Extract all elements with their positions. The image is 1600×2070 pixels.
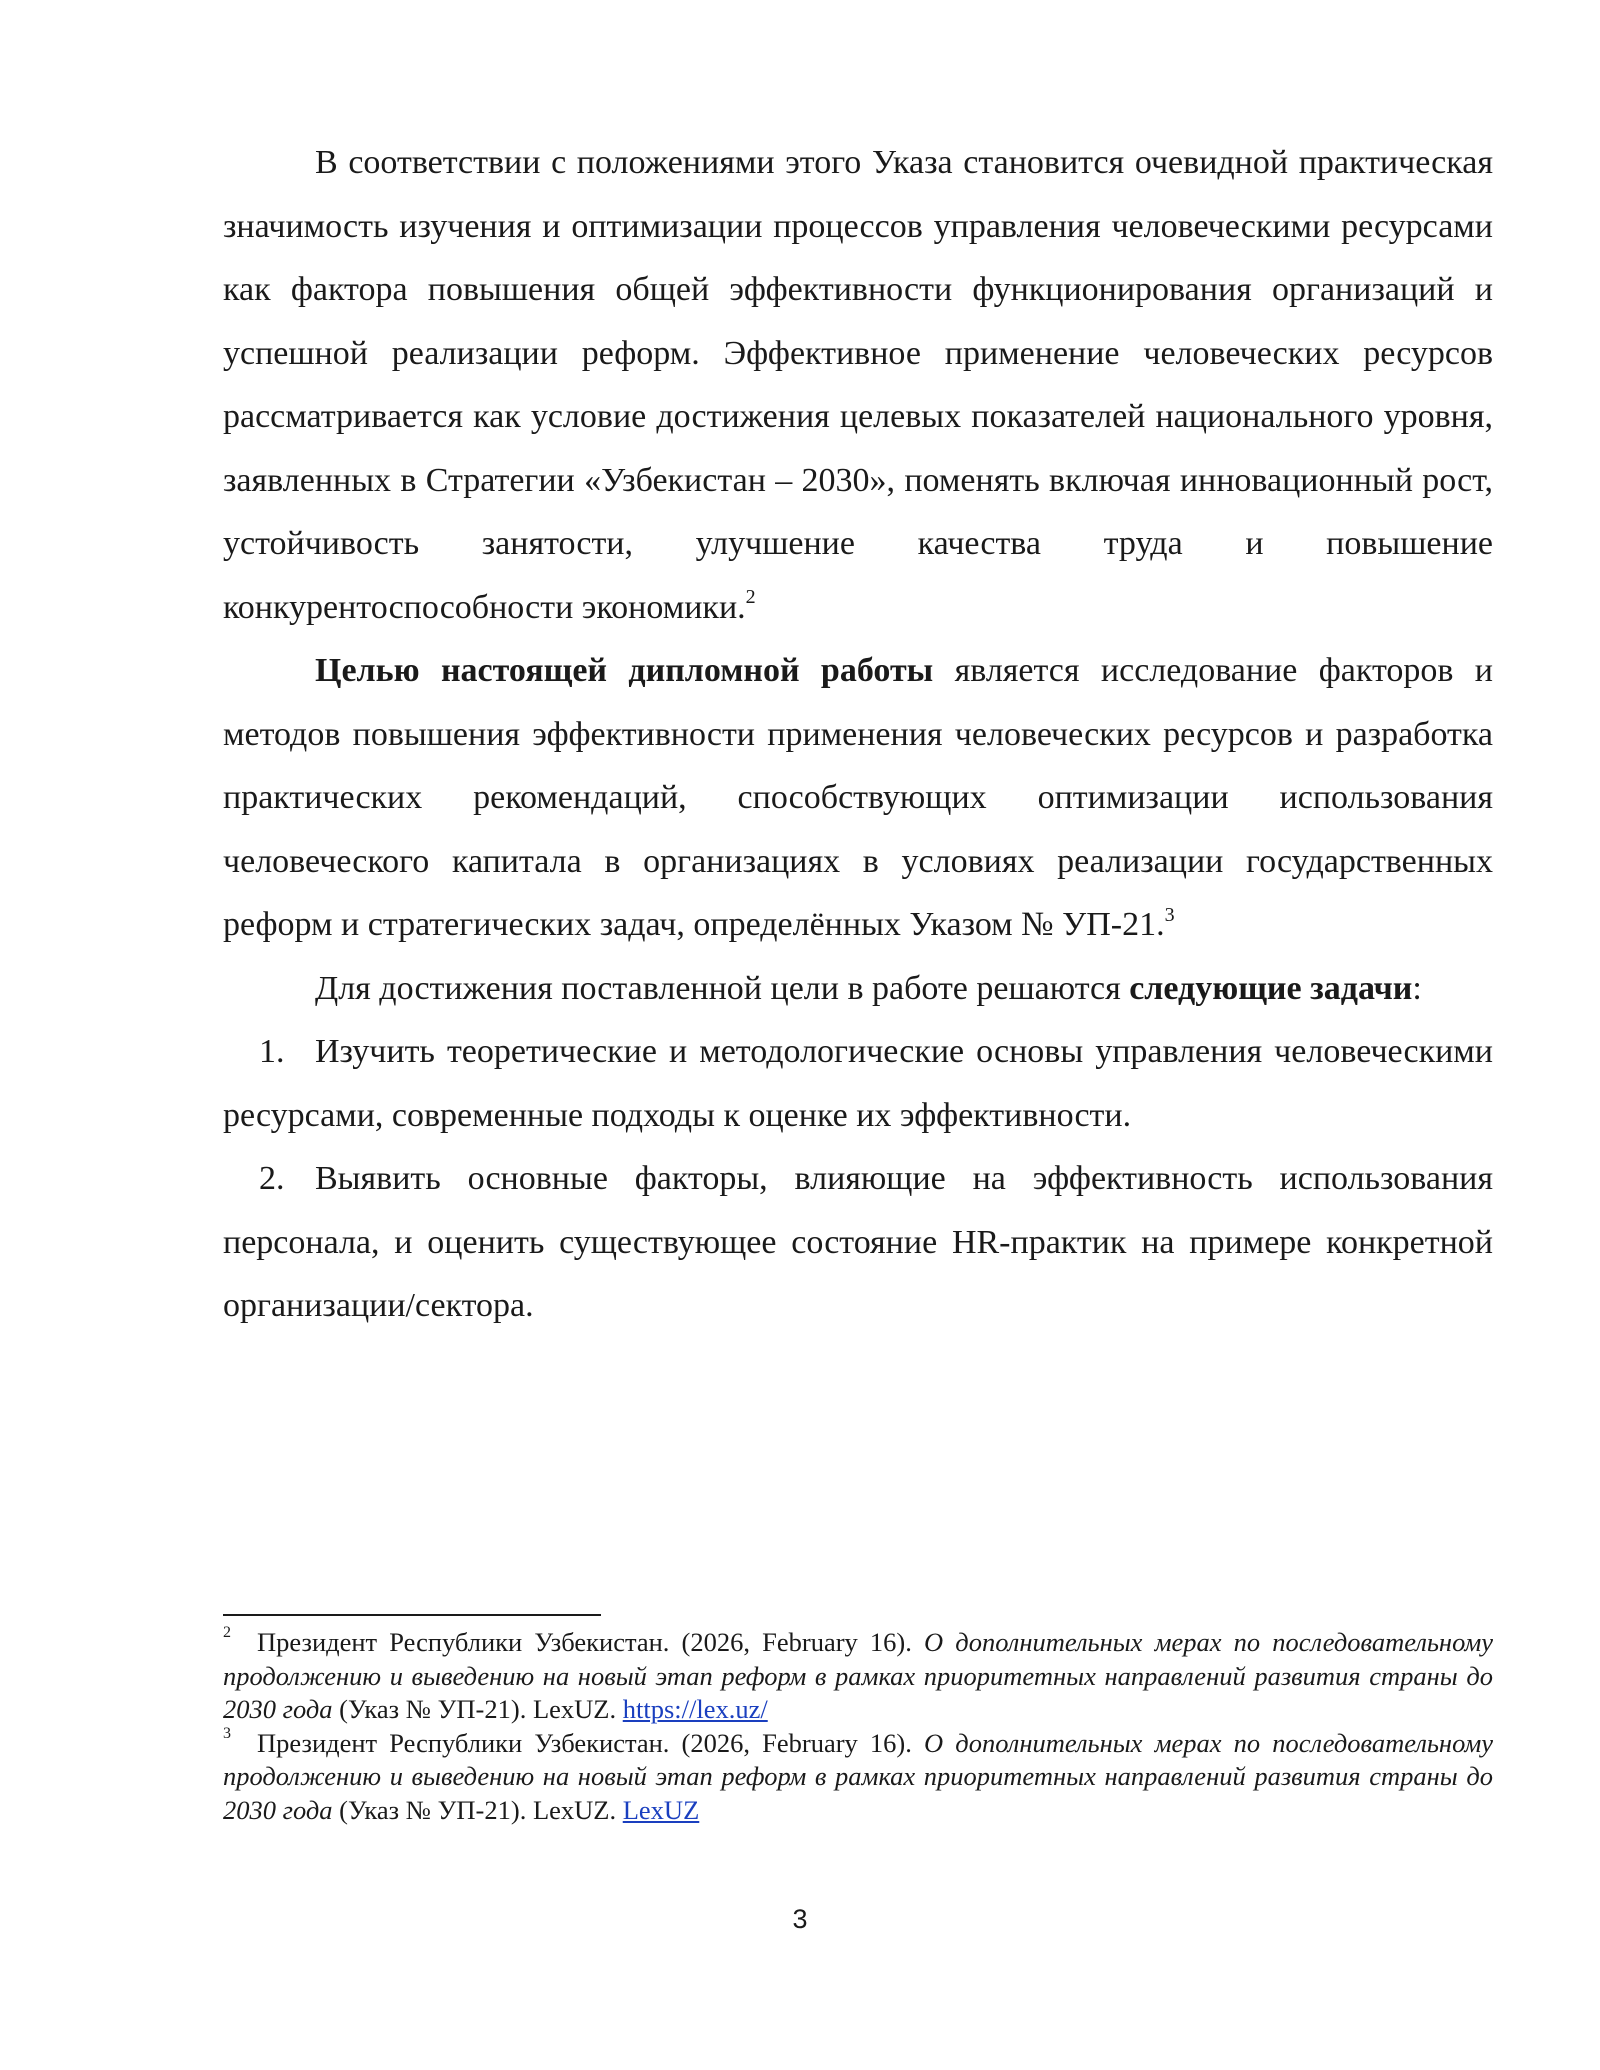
list-item-text: Изучить теоретические и методологические основы управления человеческими ресурсами, современные подходы к оценке их эффективности.: [223, 1033, 1493, 1134]
footnote-link[interactable]: https://lex.uz/: [622, 1694, 768, 1724]
footnote: [223, 1724, 1493, 1828]
footnote-separator: [223, 1614, 601, 1616]
footnote-mark: 2: [223, 1624, 231, 1642]
body-text: [223, 131, 1493, 1338]
goal-heading: Целью настоящей дипломной работы: [315, 652, 934, 689]
footnote-link[interactable]: LexUZ: [622, 1794, 700, 1825]
footnote-source: (Указ № УП-21). LexUZ.: [332, 1694, 623, 1724]
list-item-number: 2.: [259, 1160, 285, 1197]
footnote-reference[interactable]: 3: [1164, 903, 1175, 926]
paragraph-text: является исследование факторов и методов повышения эффективности применения человеческих ресурсов и разработка практических рекомендаций, способствующих оптимизации использования человеческого капитала в организациях в условиях реализации государственных реформ и стратегических задач, определённых Указом № УП-21.: [223, 652, 1493, 943]
list-item-text: Выявить основные факторы, влияющие на эффективность использования персонала, и оценить существующее состояние HR-практик на примере конкретной организации/сектора.: [223, 1160, 1493, 1324]
paragraph-text: Для достижения поставленной цели в работе решаются: [315, 969, 1130, 1007]
paragraph-tasks-intro: [223, 957, 1493, 1021]
footnote-author: Президент Республики Узбекистан. (2026, February 16).: [257, 1627, 925, 1657]
page-number: 3: [792, 1904, 808, 1934]
footnote-title: О дополнительных мерах по последовательному продолжению и выведению на новый этап реформ в рамках приоритетных направлений развития страны до 2030 года: [223, 1627, 1493, 1724]
footnote-author: Президент Республики Узбекистан. (2026, February 16).: [257, 1727, 925, 1758]
footnote-reference[interactable]: 2: [745, 586, 756, 609]
list-item-number: 1.: [259, 1033, 285, 1070]
tasks-heading: следующие задачи: [1129, 969, 1413, 1007]
paragraph-text: В соответствии с положениями этого Указа становится очевидной практическая значимость изучения и оптимизации процессов управления человеческими ресурсами как фактора повышения общей эффективности функционирования организаций и успешной реализации реформ. Эффективное применение человеческих ресурсов рассматривается как условие достижения целевых показателей национального уровня, заявленных в Стратегии «Узбекистан – 2030», поменять включая инновационный рост, устойчивость занятости, улучшение качества труда и повышение конкурентоспособности экономики.: [223, 144, 1493, 626]
footnote: [223, 1626, 1493, 1727]
paragraph-goal: [223, 639, 1493, 957]
list-item: [223, 1147, 1493, 1338]
footnotes: [223, 1626, 1493, 1827]
footnote-source: (Указ № УП-21). LexUZ.: [332, 1794, 623, 1825]
paragraph-significance: [223, 131, 1493, 639]
paragraph-text: :: [1412, 969, 1422, 1007]
list-item: [223, 1020, 1493, 1147]
footnote-title: О дополнительных мерах по последовательному продолжению и выведению на новый этап реформ в рамках приоритетных направлений развития страны до 2030 года: [223, 1727, 1493, 1825]
footnote-mark: 3: [223, 1724, 231, 1742]
